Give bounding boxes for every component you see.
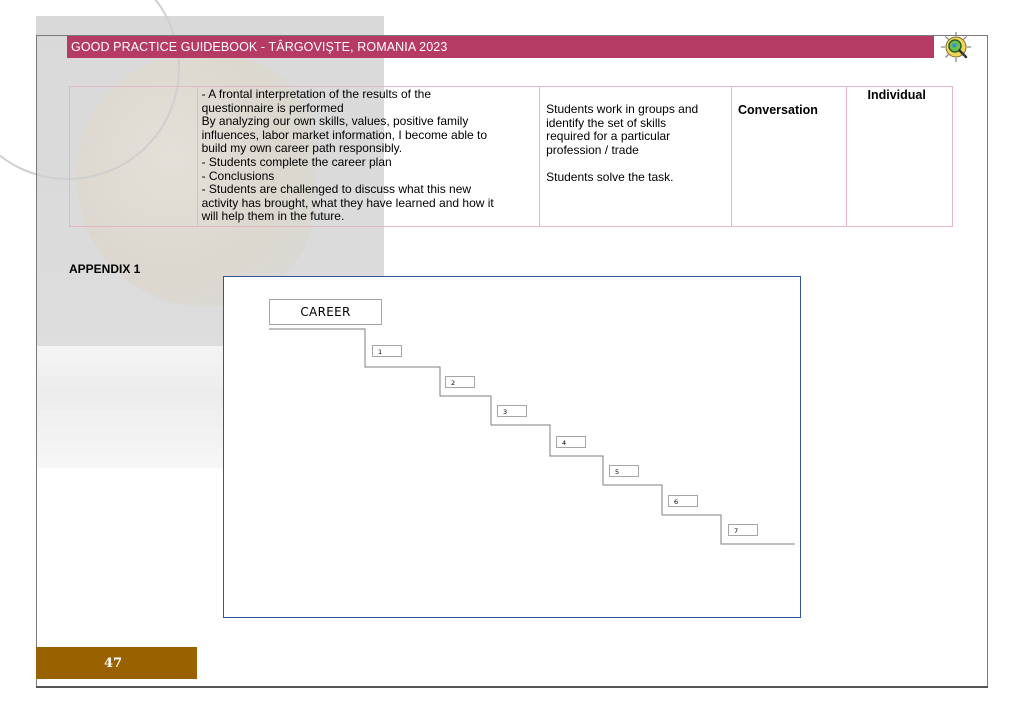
step-box: 7: [728, 524, 758, 536]
career-title-box: CAREER: [269, 299, 382, 325]
table-row: [70, 87, 953, 227]
frame-bottom-line: [36, 686, 988, 688]
activity-line: - Students complete the career plan: [201, 154, 392, 169]
method-cell: Conversation: [731, 87, 847, 227]
activity-line: By analyzing our own skills, values, positive family: [201, 114, 469, 129]
activity-line: build my own career path responsibly.: [201, 141, 403, 156]
activity-line: questionnaire is performed: [201, 100, 344, 115]
header-title: GOOD PRACTICE GUIDEBOOK - TÂRGOVIŞTE, ROMANIA 2023: [71, 40, 448, 54]
career-stairs-figure: [223, 276, 801, 618]
step-box: 5: [609, 465, 639, 477]
page-number: 47: [104, 656, 123, 671]
staircase-line: [224, 277, 800, 617]
teacher-activity-cell: [197, 87, 540, 227]
student-line: Students work in groups and: [546, 102, 699, 116]
step-box: 6: [668, 495, 698, 507]
header-bar: [67, 36, 924, 58]
student-line: required for a particular: [546, 129, 671, 144]
frame-left-line: [36, 35, 37, 687]
stage-cell: [70, 87, 198, 227]
step-box: 3: [497, 405, 527, 417]
activity-line: - Students are challenged to discuss what this new: [201, 182, 472, 197]
appendix-heading: APPENDIX 1: [69, 262, 141, 276]
student-line: identify the set of skills: [546, 115, 667, 130]
globe-magnifier-icon: [939, 30, 973, 64]
lesson-activity-table: [69, 86, 953, 227]
activity-line: - Conclusions: [201, 168, 275, 183]
student-task: Students solve the task.: [546, 170, 674, 185]
activity-line: influences, labor market information, I become able to: [201, 127, 488, 142]
header-bar-tip: [924, 36, 934, 58]
frame-right-line: [987, 35, 988, 687]
organization-cell: Individual: [847, 87, 953, 227]
student-activity-cell: [540, 87, 732, 227]
spacer: [546, 157, 727, 171]
activity-line: activity has brought, what they have learned and how it: [201, 195, 494, 210]
step-box: 2: [445, 376, 475, 388]
step-box: 4: [556, 436, 586, 448]
activity-line: will help them in the future.: [201, 209, 345, 224]
student-line: profession / trade: [546, 142, 639, 157]
step-box: 1: [372, 345, 402, 357]
activity-line: - A frontal interpretation of the results of the: [201, 87, 432, 101]
